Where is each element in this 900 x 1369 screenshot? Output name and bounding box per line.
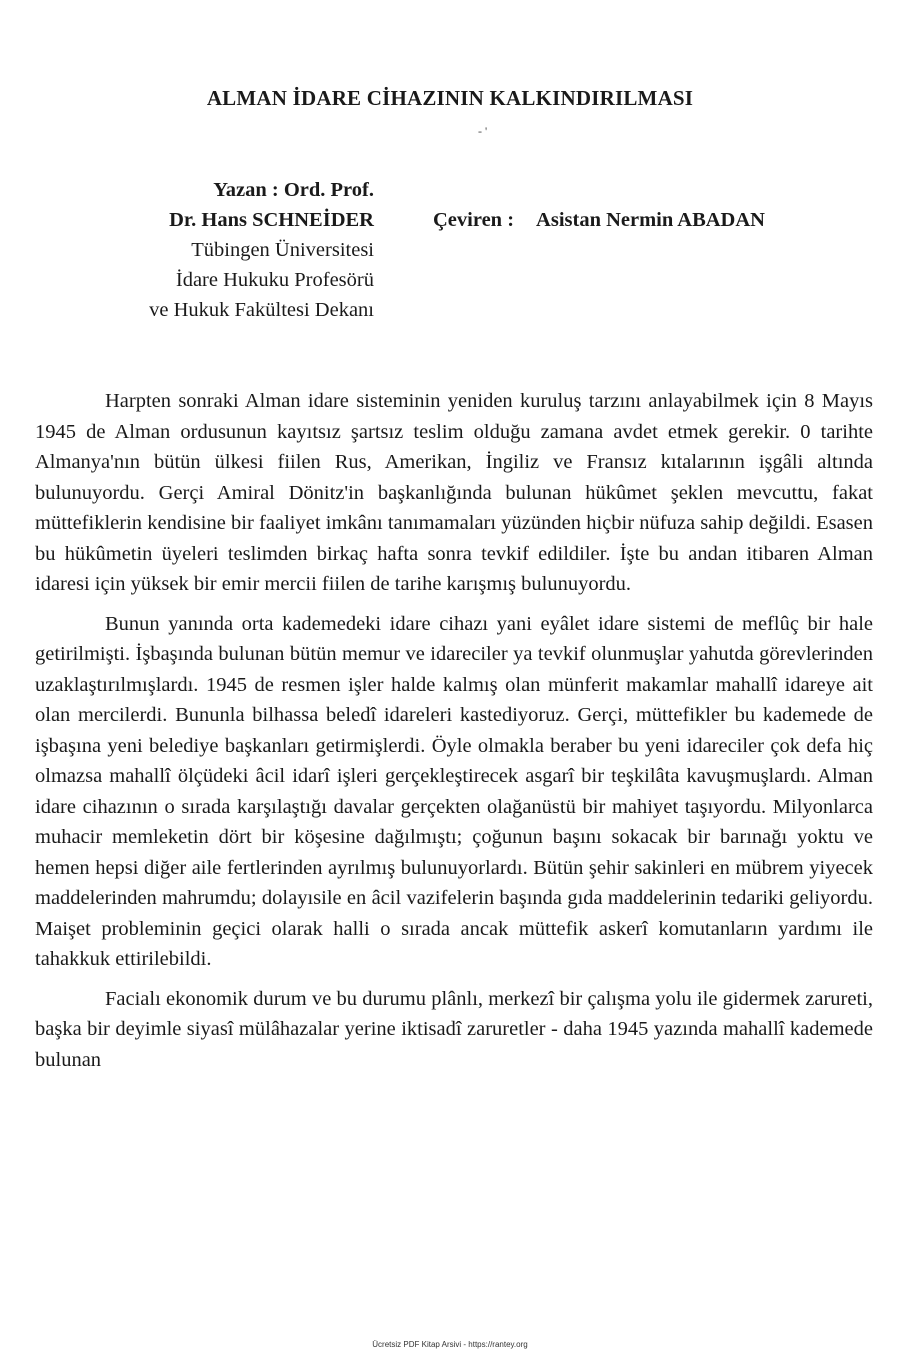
author-block [34,175,374,325]
page-title: ALMAN İDARE CİHAZININ KALKINDIRILMASI [206,86,694,110]
paragraph-1: Harpten sonraki Alman idare sisteminin yeniden kuruluş tarzını anlayabilmek için 8 Mayıs 1945 de Alman ordusunun kayıtsız şartsız teslim olduğu zamana avdet etmek gerekir. 0 tarihte Almanya'nın bütün ülkesi fiilen Rus, Amerikan, İngiliz ve Fransız kıtalarının işgâli altında bulunuyordu. Gerçi Amiral Dönitz'in başkanlığında bulunan hükûmet şeklen mevcuttu, fakat müttefiklerin kendisine bir faaliyet imkânı tanımamaları yüzünden hiçbir nüfuza sahip değildi. Esasen bu hükûmetin üyeleri teslimden birkaç hafta sonra tevkif edildiler. İşte bu andan itibaren Alman idaresi için yüksek bir emir mercii fiilen de tarihe karışmış bulunuyordu. [35,390,873,595]
article-body [35,386,873,1084]
page-footer: Ücretsiz PDF Kitap Arsivi - https://rantey.org [372,1340,528,1349]
author-name: Dr. Hans SCHNEİDER [169,209,374,231]
title-decoration-mark: - ' [478,124,488,138]
author-affiliation-position: İdare Hukuku Profesörü [175,269,374,291]
paragraph-2: Bunun yanında orta kademedeki idare cihazı yani eyâlet idare sistemi de meflûç bir hale getirilmişti. İşbaşında bulunan bütün memur ve idareciler ya tevkif olunmuşlar yahutda görevlerinden uzaklaştırılmışlardı. 1945 de resmen işler halde kalmış olan münferit makamlar mahallî idareye ait olan mercilerdi. Bununla bilhassa beledî idareleri kastediyoruz. Gerçi, müttefikler bu kademede de işbaşına yeni belediye başkanları getirmişlerdi. Öyle olmakla beraber bu yeni idareciler çok defa hiç olmazsa mahallî ölçüdeki âcil idarî işleri gerçekleştirecek asgarî bir teşkilâta kavuşmuşlardı. Alman idare cihazının o sırada karşılaştığı davalar gerçekten olağanüstü bir mahiyet taşıyordu. Milyonlarca muhacir memleketin dört bir köşesine dağılmıştı; çoğunun başını sokacak bir barınağı yoktu ve hemen hepsi diğer aile fertlerinden ayrılmış bulunuyorlardı. Bütün şehir sakinleri en mübrem yiyecek maddelerinden mahrumdu; dolayısile en âcil vazifelerin başında gıda maddelerinin tedariki geliyordu. Maişet probleminin geçici olarak halli o sırada ancak müttefik askerî komutanların yardımı ile tahakkuk ettirilebildi. [35,612,873,970]
translator-label: Çeviren : [433,209,515,231]
author-affiliation-university: Tübingen Üniversitesi [191,239,374,261]
translator-block [433,205,765,235]
translator-name: Asistan Nermin ABADAN [536,209,765,231]
paragraph-3: Facialı ekonomik durum ve bu durumu plânlı, merkezî bir çalışma yolu ile gidermek zarureti, başka bir deyimle siyasî mülâhazalar yerine iktisadî zaruretler - daha 1945 yazında mahallî kademede bulunan [35,987,873,1071]
author-label-line: Yazan : Ord. Prof. [213,179,374,201]
author-affiliation-dean: ve Hukuk Fakültesi Dekanı [149,299,374,321]
